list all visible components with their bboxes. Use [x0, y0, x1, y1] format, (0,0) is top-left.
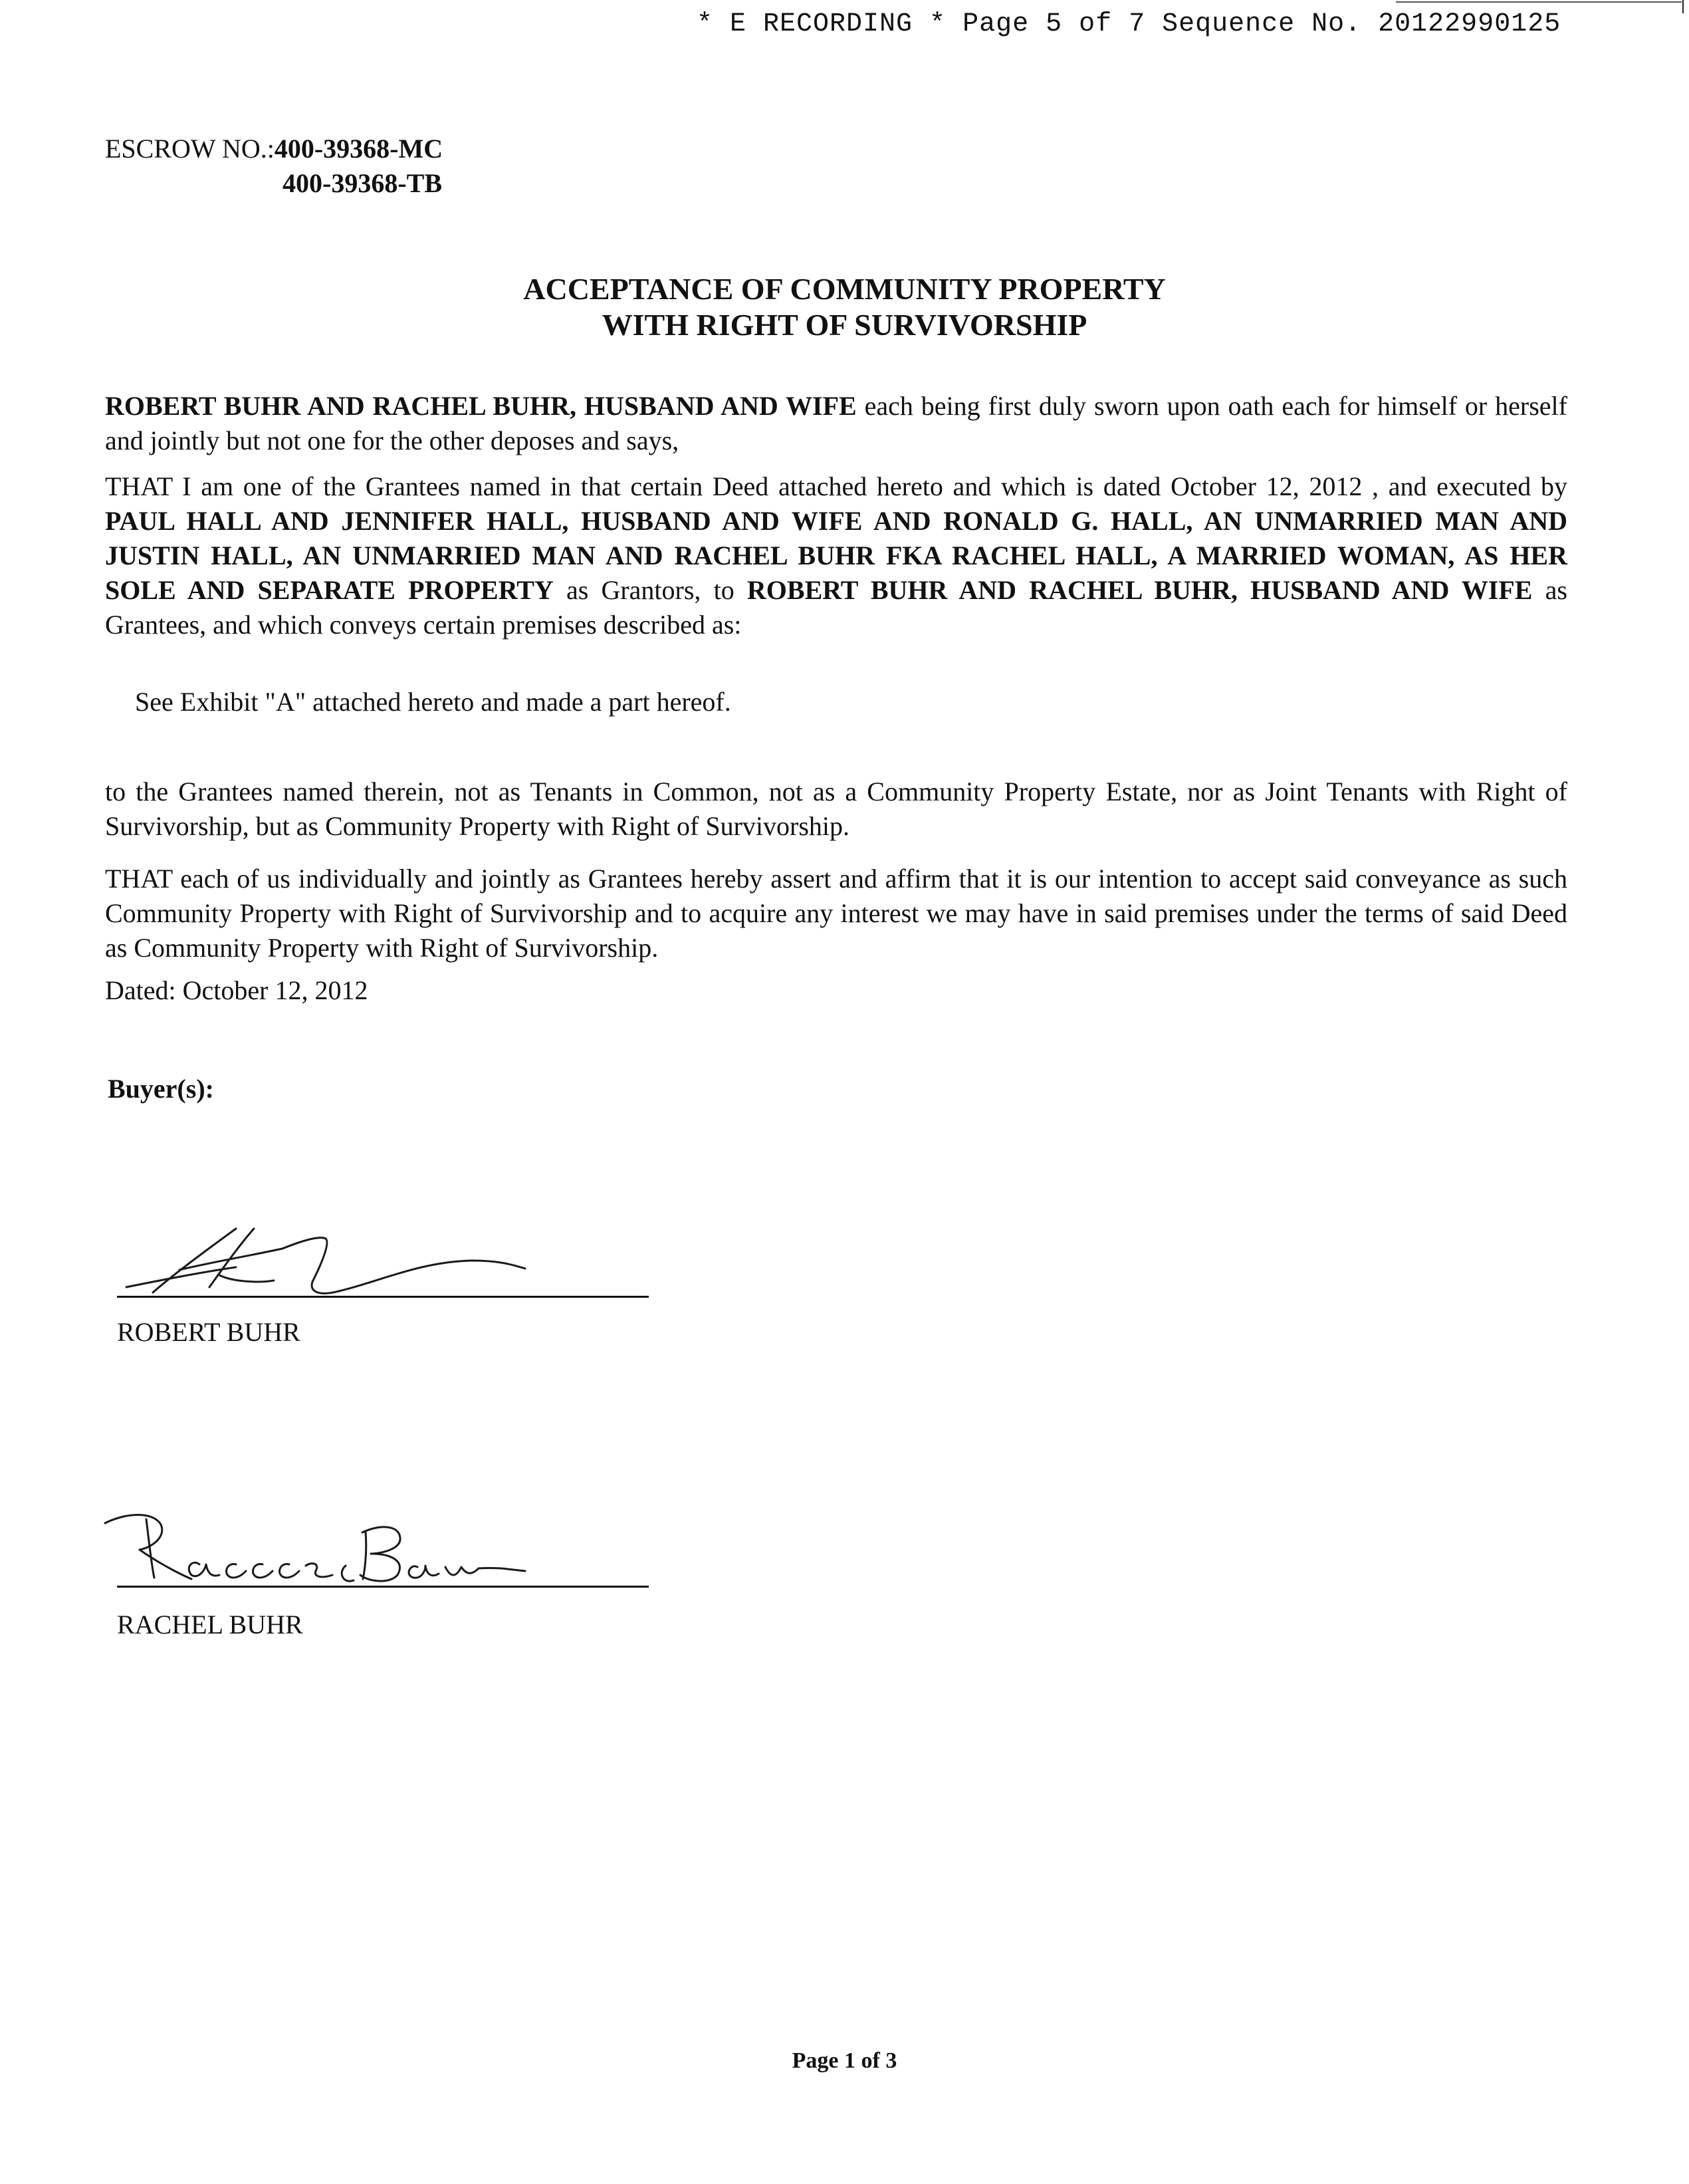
signature-rachel-buhr: [100, 1493, 578, 1592]
paragraph-tenancy: to the Grantees named therein, not as Tenants in Common, not as a Community Property Estate, nor as Joint Tenants with Right of Survivorship, but as Community Property with Right of Survivorship.: [105, 777, 1567, 841]
signer-name-2: RACHEL BUHR: [117, 1610, 303, 1639]
escrow-row-1: [105, 132, 443, 166]
signature-robert-buhr: [100, 1209, 578, 1308]
signer-name-1: ROBERT BUHR: [117, 1317, 300, 1347]
paragraph-affiants: [105, 389, 1567, 458]
as-grantors: as Grantors, to: [553, 575, 747, 605]
paragraph-affirmation: THAT each of us individually and jointly as Grantees hereby assert and affirm that it is our intention to accept said conveyance as such Community Property with Right of Survivorship and to acquire any interest we may have in said premises under the terms of said Deed as Community Property with Right of Survivorship.: [105, 864, 1567, 963]
grantors: PAUL HALL AND JENNIFER HALL, HUSBAND AND WIFE AND RONALD G. HALL, AN UNMARRIED MAN AND JUSTIN HALL, AN UNMARRIED MAN AND RACHEL BUHR FKA RACHEL HALL, A MARRIED WOMAN, AS HER SOLE AND SEPARATE PROPERTY: [105, 506, 1567, 605]
scan-edge-right: [1682, 0, 1684, 13]
title-line-1: ACCEPTANCE OF COMMUNITY PROPERTY: [523, 272, 1166, 306]
signature-line-2: [117, 1586, 649, 1588]
document-title: [0, 271, 1689, 343]
page-number: Page 1 of 3: [792, 2048, 897, 2073]
dated-line: Dated: October 12, 2012: [105, 975, 368, 1005]
exhibit-reference: See Exhibit "A" attached hereto and made a part hereof.: [135, 687, 731, 717]
escrow-label: ESCROW NO.:: [105, 134, 275, 164]
affiant-parties: ROBERT BUHR AND RACHEL BUHR, HUSBAND AND WIFE: [105, 391, 857, 421]
title-line-2: WITH RIGHT OF SURVIVORSHIP: [602, 308, 1087, 342]
affiant-text: each being first duly sworn upon oath each for himself or herself and jointly but not one for the other deposes and says,: [105, 391, 1567, 455]
grantees: ROBERT BUHR AND RACHEL BUHR, HUSBAND AND WIFE: [746, 575, 1533, 605]
escrow-number-2: 400-39368-TB: [282, 168, 442, 198]
escrow-block: [105, 132, 443, 201]
recording-header: * E RECORDING * Page 5 of 7 Sequence No. 20122990125: [697, 9, 1561, 39]
escrow-number-1: 400-39368-MC: [274, 134, 443, 164]
scan-edge-top: [1396, 1, 1682, 3]
buyers-label: Buyer(s):: [108, 1074, 214, 1104]
escrow-row-2: [105, 166, 443, 201]
deed-intro: THAT I am one of the Grantees named in that certain Deed attached hereto and which is dated October 12, 2012 , and executed by: [105, 471, 1567, 501]
paragraph-deed: [105, 469, 1567, 642]
deed-closing: as Grantees, and which conveys certain premises described as:: [105, 575, 1567, 640]
signature-line-1: [117, 1296, 649, 1298]
